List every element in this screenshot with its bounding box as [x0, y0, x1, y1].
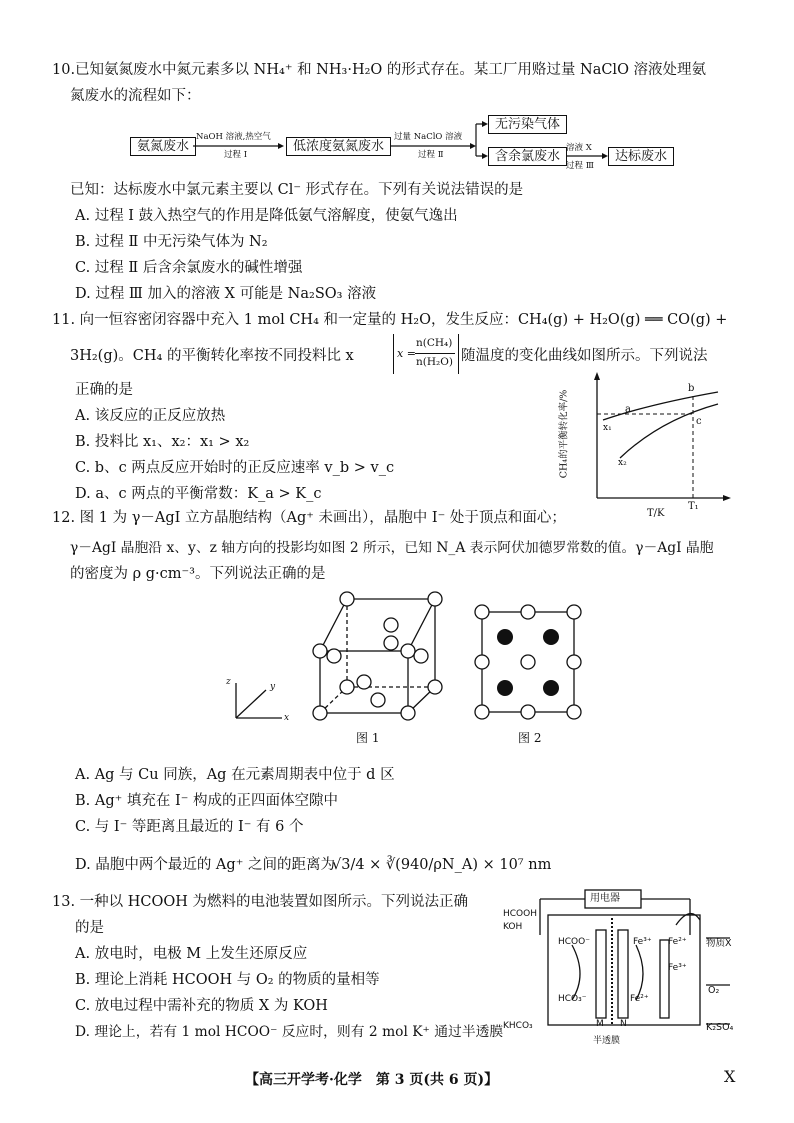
q11-stem-line3: 正确的是: [75, 382, 133, 398]
q12-option-d: D. 晶胞中两个最近的 Ag⁺ 之间的距离为: [75, 857, 335, 873]
q11-option-a: A. 该反应的正反应放热: [75, 408, 226, 424]
q11-x-eq: x =: [397, 347, 416, 360]
q11-frac-num: n(CH₄): [416, 337, 453, 349]
q11-option-c: C. b、c 两点反应开始时的正反应速率 v_b > v_c: [75, 460, 395, 476]
q13-electrode-m: M: [596, 1019, 604, 1029]
flow-box-ammonia-wastewater: 氨氮废水: [130, 137, 196, 156]
q13-o2: O₂: [708, 985, 720, 996]
q11-label-b: b: [688, 383, 695, 394]
q11-stem-line2a: 3H₂(g)。CH₄ 的平衡转化率按不同投料比 x: [70, 348, 354, 364]
q11-graph-tick-t1: T₁: [688, 501, 699, 512]
q11-label-x2: x₂: [618, 458, 627, 468]
q13-electrode-n: N: [620, 1019, 627, 1029]
q11-graph-xlabel: T/K: [647, 508, 665, 519]
flow-box-qualified: 达标废水: [608, 147, 674, 166]
q11-label-a: a: [625, 404, 631, 415]
q11-graph-ylabel: CH₄的平衡转化率/%: [558, 389, 570, 479]
page-footer: 【高三开学考·化学 第 3 页(共 6 页)】: [245, 1072, 499, 1088]
q13-load: 用电器: [590, 893, 620, 904]
q13-khco3: KHCO₃: [503, 1021, 533, 1031]
q12-stem-line2: γ－AgI 晶胞沿 x、y、z 轴方向的投影均如图 2 所示，已知 N_A 表示阿伏加德罗常数的值。γ－AgI 晶胞: [70, 540, 714, 556]
q13-fe3-right: Fe³⁺: [668, 963, 687, 973]
q13-stem-line1: 13. 一种以 HCOOH 为燃料的电池装置如图所示。下列说法正确: [52, 894, 469, 910]
page-corner-mark: X: [724, 1067, 736, 1086]
q11-option-d: D. a、c 两点的平衡常数：K_a > K_c: [75, 486, 322, 502]
q13-option-c: C. 放电过程中需补充的物质 X 为 KOH: [75, 998, 328, 1014]
flow-box-no-pollution-gas: 无污染气体: [488, 115, 567, 134]
flow-box-residual-chlorine: 含余氯废水: [488, 147, 567, 166]
flow-arrow1-top: NaOH 溶液,热空气: [196, 132, 271, 142]
flow-arrow1-bottom: 过程 Ⅰ: [224, 150, 248, 160]
q13-stem-line2: 的是: [75, 920, 104, 936]
q13-option-a: A. 放电时，电极 M 上发生还原反应: [75, 946, 308, 962]
flow-arrow3-top: 溶液 X: [566, 143, 592, 153]
flow-arrow2-top: 过量 NaClO 溶液: [394, 132, 463, 142]
q13-koh: KOH: [503, 922, 523, 932]
q10-option-d: D. 过程 Ⅲ 加入的溶液 X 可能是 Na₂SO₃ 溶液: [75, 286, 377, 302]
q11-stem-line1: 11. 向一恒容密闭容器中充入 1 mol CH₄ 和一定量的 H₂O，发生反应：CH₄(g) + H₂O(g) ══ CO(g) +: [52, 312, 728, 328]
q13-substance-x: 物质X: [706, 938, 732, 949]
q13-hco3: HCO₃⁻: [558, 994, 587, 1004]
q13-fe2-left: Fe²⁺: [630, 994, 649, 1004]
q13-membrane: 半透膜: [593, 1036, 621, 1046]
q12-stem-line3: 的密度为 ρ g·cm⁻³。下列说法正确的是: [70, 566, 326, 582]
q12-option-d-formula: √3/4 × ∛(940/ρN_A) × 10⁷ nm: [332, 857, 552, 873]
q13-option-d: D. 理论上，若有 1 mol HCOO⁻ 反应时，则有 2 mol K⁺ 通过半透膜: [75, 1024, 504, 1040]
q10-stem-line1: 10.已知氨氮废水中氮元素多以 NH₄⁺ 和 NH₃·H₂O 的形式存在。某工厂用赂过量 NaClO 溶液处理氨: [52, 62, 707, 78]
q11-option-b: B. 投料比 x₁、x₂：x₁ > x₂: [75, 434, 250, 450]
q10-option-a: A. 过程 Ⅰ 鼓入热空气的作用是降低氨气溶解度，使氨气逸出: [75, 208, 458, 224]
axis-x: x: [284, 713, 290, 723]
q13-hcoo: HCOO⁻: [558, 937, 590, 947]
q11-label-x1: x₁: [603, 423, 612, 433]
flow-arrow3-bottom: 过程 Ⅲ: [566, 161, 594, 171]
flow-box-low-ammonia: 低浓度氨氮废水: [286, 137, 391, 156]
q13-option-b: B. 理论上消耗 HCOOH 与 O₂ 的物质的量相等: [75, 972, 380, 988]
q10-note: 已知：达标废水中氯元素主要以 Cl⁻ 形式存在。下列有关说法错误的是: [70, 182, 524, 198]
q11-frac-den: n(H₂O): [416, 356, 453, 368]
q12-option-a: A. Ag 与 Cu 同族，Ag 在元素周期表中位于 d 区: [75, 767, 395, 783]
axis-y: y: [270, 682, 276, 692]
q10-option-c: C. 过程 Ⅱ 后含余氯废水的碱性增强: [75, 260, 303, 276]
fig2-caption: 图 2: [518, 731, 542, 745]
q12-option-b: B. Ag⁺ 填充在 I⁻ 构成的正四面体空隙中: [75, 793, 338, 809]
q10-stem-line2: 氮废水的流程如下：: [70, 88, 201, 104]
q11-label-c: c: [696, 416, 702, 427]
q13-fe3-left: Fe³⁺: [633, 937, 652, 947]
axis-z: z: [226, 677, 231, 687]
q12-option-c: C. 与 I⁻ 等距离且最近的 I⁻ 有 6 个: [75, 819, 304, 835]
q13-k2so4: K₂SO₄: [706, 1022, 734, 1033]
fig1-caption: 图 1: [356, 731, 380, 745]
q10-option-b: B. 过程 Ⅱ 中无污染气体为 N₂: [75, 234, 268, 250]
q12-stem-line1: 12. 图 1 为 γ－AgI 立方晶胞结构（Ag⁺ 未画出），晶胞中 I⁻ 处于顶点和面心；: [52, 510, 566, 526]
flow-arrow2-bottom: 过程 Ⅱ: [418, 150, 444, 160]
q13-fe2-right: Fe²⁺: [668, 937, 687, 947]
q13-hcooh: HCOOH: [503, 909, 537, 919]
q11-stem-line2b: 随温度的变化曲线如图所示。下列说法: [461, 348, 708, 364]
